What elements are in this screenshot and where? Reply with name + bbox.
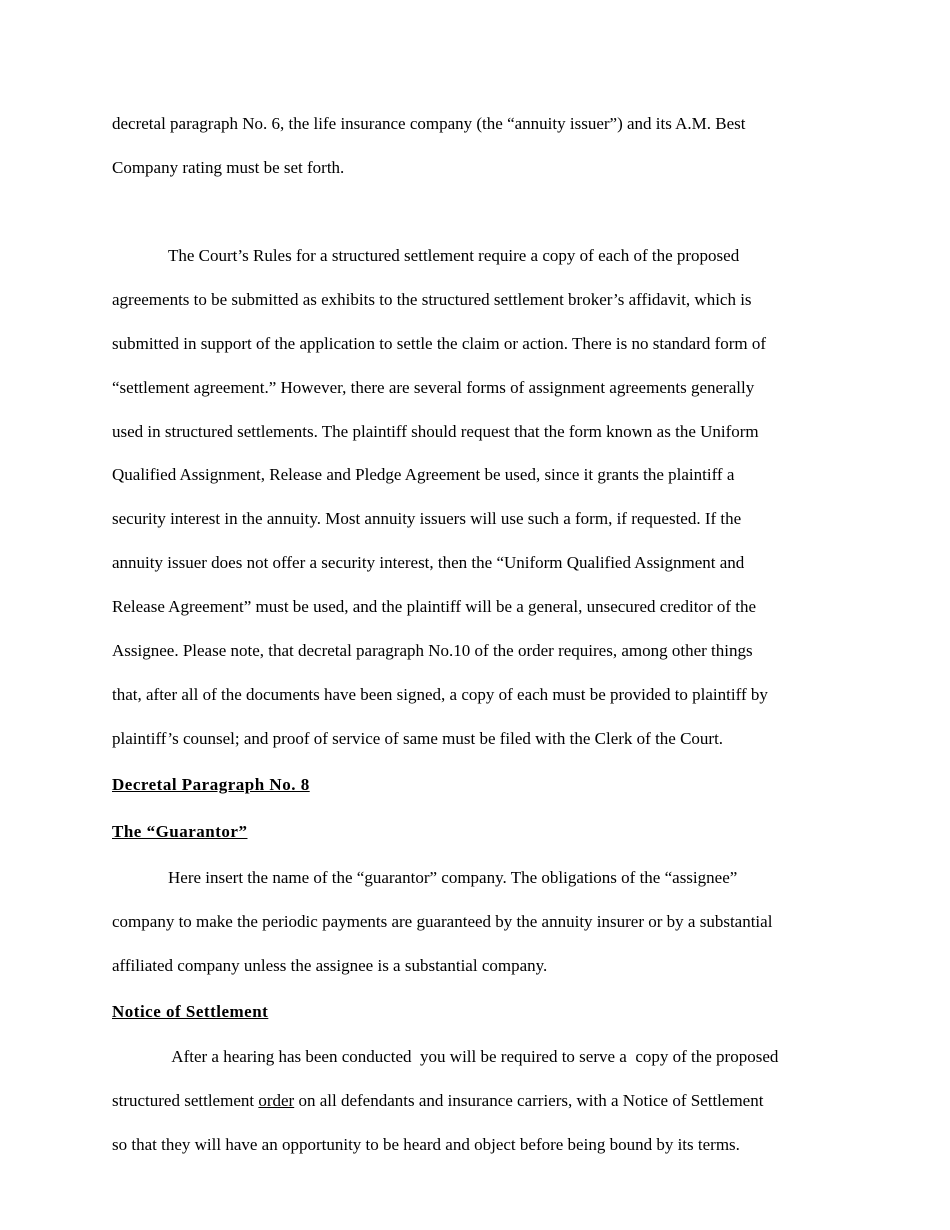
rules-line-11: that, after all of the documents have been signed, a copy of each must be provided to plaintiff by	[112, 685, 768, 704]
rules-line-10: Assignee. Please note, that decretal paragraph No.10 of the order requires, among other things	[112, 641, 753, 660]
notice-line-3: so that they will have an opportunity to be heard and object before being bound by its terms.	[112, 1135, 740, 1154]
guarantor-line-2: company to make the periodic payments are guaranteed by the annuity insurer or by a substantial	[112, 912, 773, 931]
intro-line-2: Company rating must be set forth.	[112, 158, 345, 177]
guarantor-line-1: Here insert the name of the “guarantor” company. The obligations of the “assignee”	[168, 868, 738, 887]
notice-line-2-after: on all defendants and insurance carriers, with a Notice of Settlement	[294, 1091, 764, 1110]
rules-line-2: agreements to be submitted as exhibits to the structured settlement broker’s affidavit, which is	[112, 290, 752, 309]
notice-line-2-before: structured settlement	[112, 1091, 259, 1110]
rules-line-4: “settlement agreement.” However, there are several forms of assignment agreements generally	[112, 378, 755, 397]
rules-line-8: annuity issuer does not offer a security interest, then the “Uniform Qualified Assignment and	[112, 553, 745, 572]
intro-line-1: decretal paragraph No. 6, the life insurance company (the “annuity issuer”) and its A.M. Best	[112, 114, 746, 133]
rules-line-5: used in structured settlements. The plaintiff should request that the form known as the Uniform	[112, 422, 759, 441]
heading-decretal-paragraph-8: Decretal Paragraph No. 8	[112, 775, 310, 794]
rules-line-9: Release Agreement” must be used, and the plaintiff will be a general, unsecured creditor of the	[112, 597, 757, 616]
rules-line-7: security interest in the annuity. Most annuity issuers will use such a form, if requested. If the	[112, 509, 742, 528]
order-underlined-term: order	[258, 1091, 295, 1110]
heading-notice-of-settlement: Notice of Settlement	[112, 1002, 269, 1021]
rules-line-1: The Court’s Rules for a structured settlement require a copy of each of the proposed	[168, 246, 740, 265]
rules-line-3: submitted in support of the application to settle the claim or action. There is no standard form of	[112, 334, 767, 353]
notice-line-2	[112, 1091, 763, 1111]
guarantor-line-3: affiliated company unless the assignee is a substantial company.	[112, 956, 548, 975]
rules-line-6: Qualified Assignment, Release and Pledge Agreement be used, since it grants the plaintiff a	[112, 465, 735, 484]
notice-line-1: After a hearing has been conducted you will be required to serve a copy of the proposed	[168, 1047, 779, 1066]
rules-line-12: plaintiff’s counsel; and proof of service of same must be filed with the Clerk of the Court.	[112, 729, 724, 748]
heading-guarantor: The “Guarantor”	[112, 822, 248, 841]
